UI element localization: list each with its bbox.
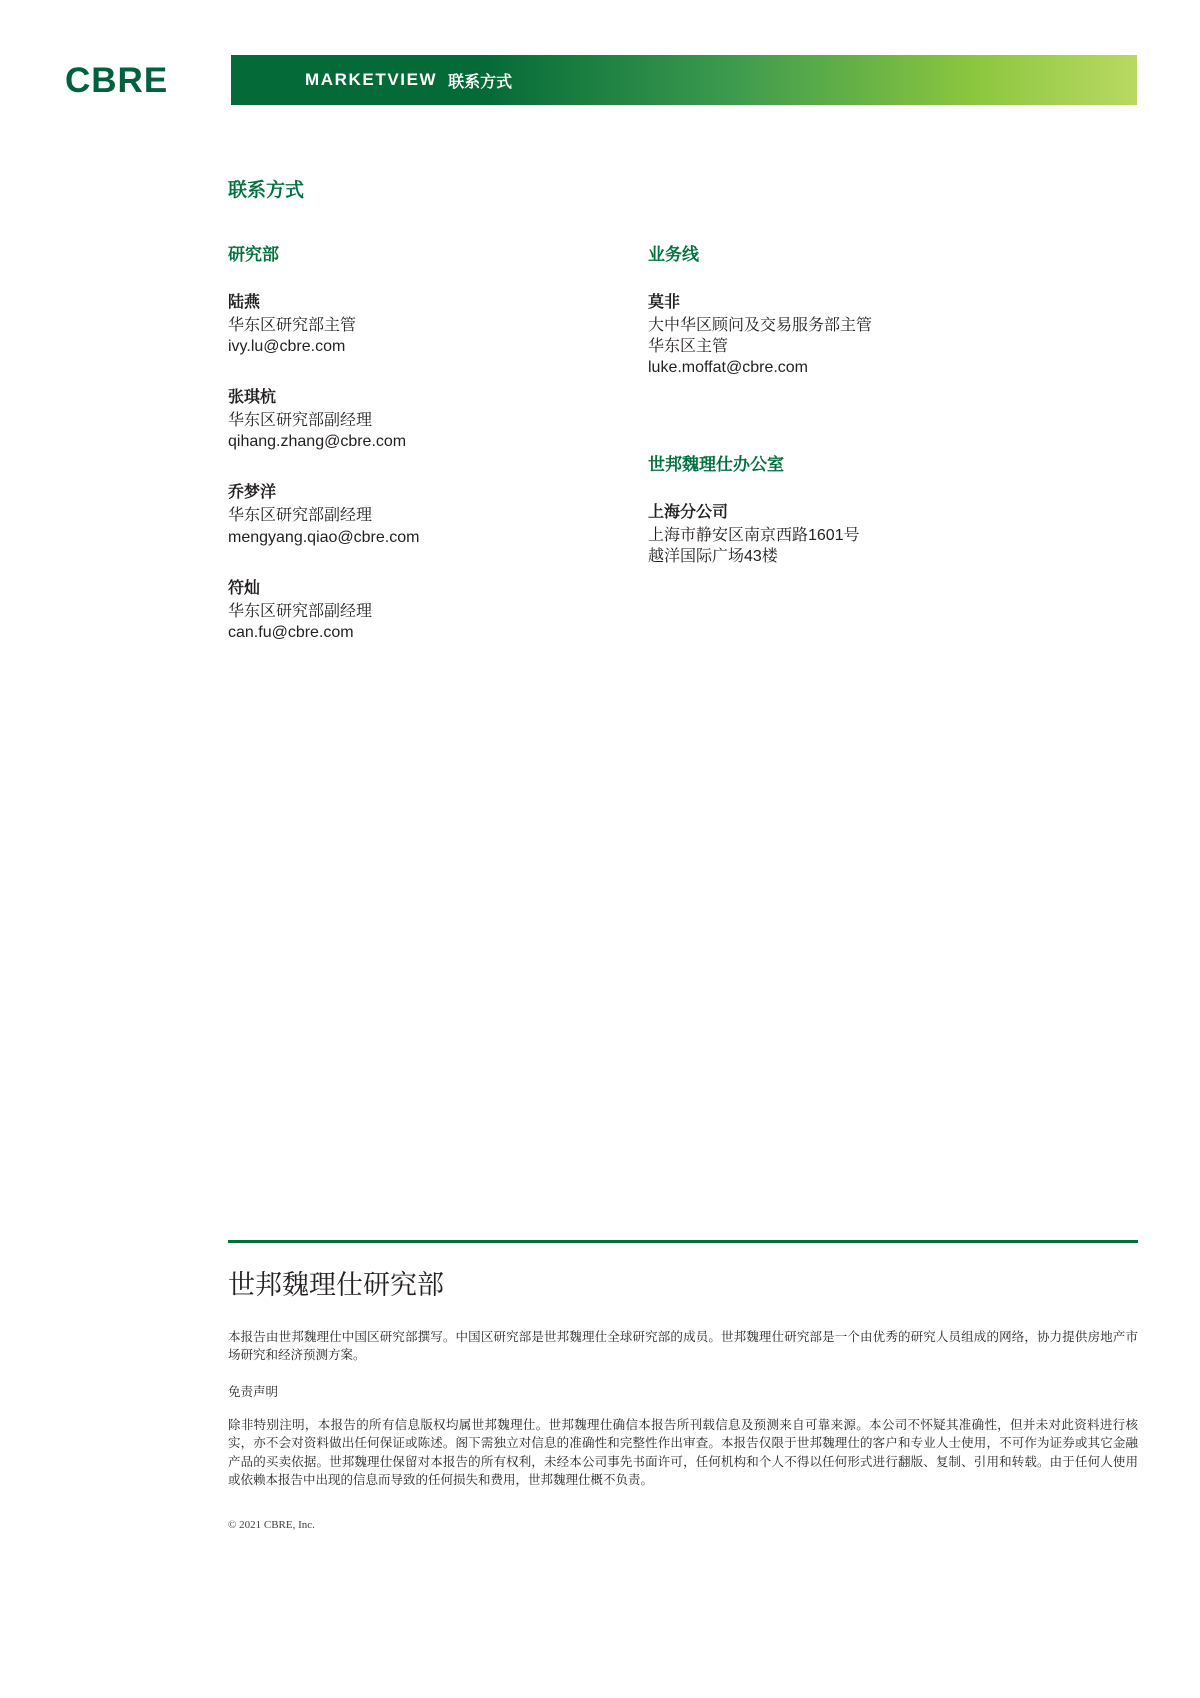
footer-intro-text: 本报告由世邦魏理仕中国区研究部撰写。中国区研究部是世邦魏理仕全球研究部的成员。世邦魏理仕研究部是一个由优秀的研究人员组成的网络，协力提供房地产市场研究和经济预测方案。 (228, 1330, 1138, 1363)
contact-columns (228, 240, 1138, 670)
person-name: 张琪杭 (228, 389, 277, 407)
disclaimer-text: 除非特别注明，本报告的所有信息版权均属世邦魏理仕。世邦魏理仕确信本报告所刊载信息及预测来自可靠来源。本公司不怀疑其准确性，但并未对此资料进行核实，亦不会对资料做出任何保证或陈述。阁下需独立对信息的准确性和完整性作出审查。本报告仅限于世邦魏理仕的客户和专业人士使用，不可作为证券或其它金融产品的买卖依据。世邦魏理仕保留对本报告的所有权利，未经本公司事先书面许可，任何机构和个人不得以任何形式进行翻版、复制、引用和转载。由于任何人使用或依赖本报告中出现的信息而导致的任何损失和费用，世邦魏理仕概不负责。 (228, 1418, 1138, 1487)
person-email[interactable]: ivy.lu@cbre.com (228, 338, 346, 356)
person-role: 大中华区顾问及交易服务部主管 (648, 317, 873, 334)
footer-divider (228, 1240, 1138, 1243)
office-address-line-1: 上海市静安区南京西路1601号 (648, 527, 860, 545)
person-name: 莫非 (648, 294, 681, 311)
person-email[interactable]: can.fu@cbre.com (228, 623, 354, 641)
contact-section (228, 175, 1138, 670)
footer-title: 世邦魏理仕研究部 (228, 1270, 444, 1300)
person-role: 华东区研究部主管 (228, 317, 357, 334)
page-header (63, 55, 1137, 105)
contact-person (228, 575, 648, 643)
header-marketview-label: MARKETVIEW (305, 70, 438, 89)
person-email[interactable]: luke.moffat@cbre.com (648, 359, 809, 377)
person-email[interactable]: qihang.zhang@cbre.com (228, 433, 407, 451)
header-banner (231, 55, 1137, 105)
disclaimer-label: 免责声明 (228, 1385, 279, 1400)
office-address-line-2: 越洋国际广场43楼 (648, 548, 778, 566)
contact-section-title: 联系方式 (228, 180, 305, 201)
contact-person (228, 289, 648, 357)
contact-person (228, 479, 648, 547)
person-role-secondary: 华东区主管 (648, 338, 729, 356)
person-name: 乔梦洋 (228, 484, 277, 502)
person-role: 华东区研究部副经理 (228, 412, 373, 430)
contact-person (228, 384, 648, 452)
person-email[interactable]: mengyang.qiao@cbre.com (228, 528, 420, 546)
business-heading: 业务线 (648, 245, 699, 264)
offices-heading: 世邦魏理仕办公室 (648, 455, 784, 475)
contact-person (648, 289, 1118, 378)
person-name: 陆燕 (228, 294, 261, 311)
research-heading: 研究部 (228, 245, 279, 264)
research-column (228, 240, 648, 670)
person-role: 华东区研究部副经理 (228, 602, 373, 620)
person-role: 华东区研究部副经理 (228, 507, 373, 525)
person-name: 符灿 (228, 579, 261, 597)
page-footer (228, 1240, 1138, 1531)
office-name: 上海分公司 (648, 504, 729, 522)
cbre-logo-text: CBRE (65, 60, 169, 100)
copyright-text: © 2021 CBRE, Inc. (228, 1518, 315, 1531)
header-section-label: 联系方式 (448, 73, 513, 91)
cbre-logo (63, 55, 231, 105)
business-column (648, 240, 1118, 670)
office-entry (648, 499, 1118, 567)
